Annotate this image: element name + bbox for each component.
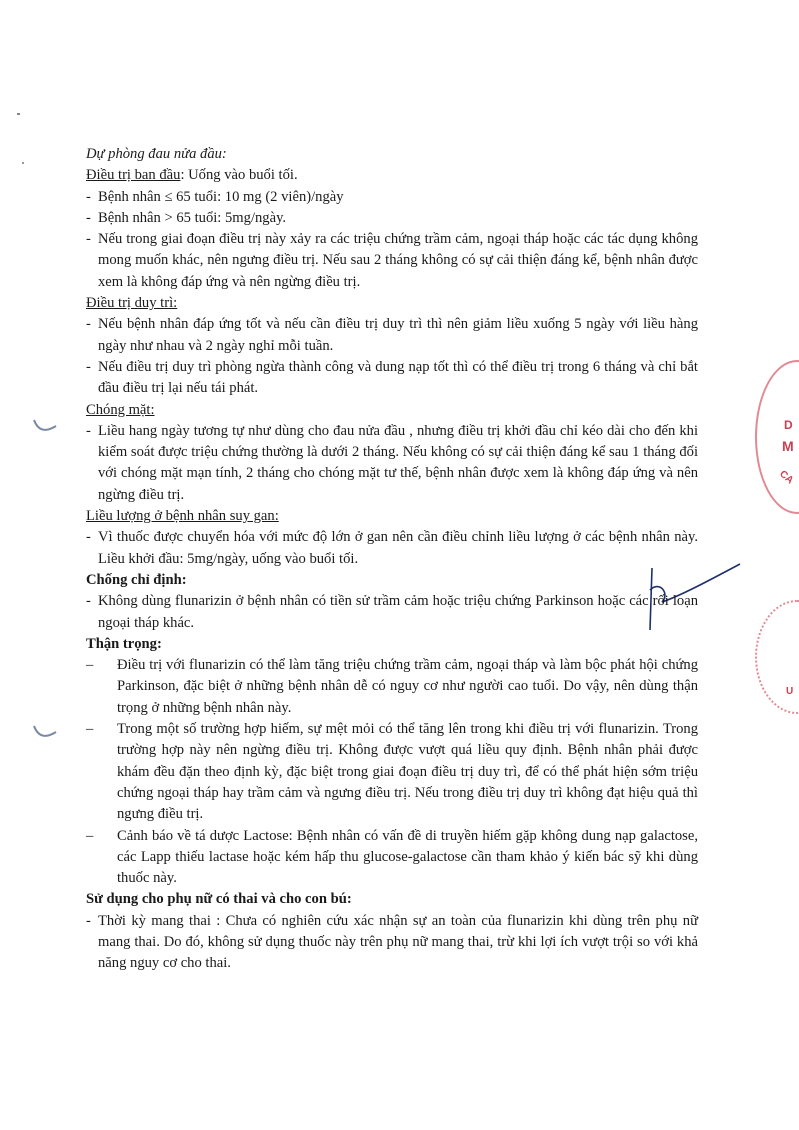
subheading: Liều lượng ở bệnh nhân suy gan: [86,508,279,525]
hole-punch-mark [32,722,58,744]
list-item: – Cảnh báo về tá dược Lactose: Bệnh nhân có vấn đề di truyền hiếm gặp không dung nạp galactose, các Lapp thiếu lactase hoặc kém hấp thu glucose-galactose cần tham khảo ý kiến bác sỹ khi dùng thuốc này. [86,827,698,887]
section-heading: Thận trọng: [86,635,162,652]
section-heading: Sử dụng cho phụ nữ có thai và cho con bú: [86,891,352,908]
subheading-text: : Uống vào buổi tối. [180,167,298,184]
subheading-line [86,165,698,186]
subheading: Điều trị ban đầu [86,167,181,184]
list-item: - Nếu điều trị duy trì phòng ngừa thành công và dung nạp tốt thì có thể điều trị trong 6 tháng và chỉ bắt đầu điều trị lại nếu tái phát. [86,358,698,397]
stamp-text: U [786,686,794,697]
scan-speck [22,162,24,164]
section-heading: Chống chỉ định: [86,571,187,588]
list-item: - Bệnh nhân > 65 tuổi: 5mg/ngày. [86,209,287,226]
list-item: - Không dùng flunarizin ở bệnh nhân có tiền sử trầm cảm hoặc triệu chứng Parkinson hoặc các rối loạn ngoại tháp khác. [86,593,698,631]
list-item: – Trong một số trường hợp hiếm, sự mệt mỏi có thể tăng lên trong khi điều trị với flunarizin. Trong trường hợp này nên ngừng điều trị. Không được vượt quá liều quy định. Bệnh nhân phải được khám đều đặn theo định kỳ, đặc biệt trong giai đoạn điều trị duy trì, để có thể phát hiện sớm triệu chứng ngoại tháp hay trầm cảm và ngưng điều trị. Nếu trong điều trị duy trì không đạt hiệu quả thì ngưng điều trị. [86,721,698,823]
stamp-text: M [782,438,794,454]
subheading: Điều trị duy trì: [86,295,178,312]
list-item: - Nếu trong giai đoạn điều trị này xảy ra các triệu chứng trầm cảm, ngoại tháp hoặc các tác dụng không mong muốn khác, nên ngưng điều trị. Nếu sau 2 tháng không có sự cải thiện đáng kể, bệnh nhân được xem là không đáp ứng và nên ngừng điều trị. [86,231,698,290]
stamp-text: CA [777,468,796,487]
section-heading: Dự phòng đau nửa đầu: [86,146,227,162]
list-item: - Bệnh nhân ≤ 65 tuổi: 10 mg (2 viên)/ngày [86,188,344,205]
list-item: - Nếu bệnh nhân đáp ứng tốt và nếu cần điều trị duy trì thì nên giảm liều xuống 5 ngày với liều hàng ngày như nhau và 2 ngày nghỉ mỗi tuần. [86,316,698,354]
subheading: Chóng mặt: [86,401,155,418]
hole-punch-mark [32,416,58,438]
scan-speck [17,113,20,115]
stamp-text: D [784,418,793,432]
document-body [86,144,698,975]
company-stamp [755,360,799,514]
list-item: - Vì thuốc được chuyển hóa với mức độ lớn ở gan nên cần điều chỉnh liều lượng ở các bệnh nhân này. Liều khởi đầu: 5mg/ngày, uống vào buổi tối. [86,529,698,567]
list-item: - Thời kỳ mang thai : Chưa có nghiên cứu xác nhận sự an toàn của flunarizin khi dùng trên phụ nữ mang thai. Do đó, không sử dụng thuốc này trên phụ nữ mang thai, trừ khi lợi ích vượt trội so với khả năng nguy cơ cho thai. [86,912,698,972]
list-item: – Điều trị với flunarizin có thể làm tăng triệu chứng trầm cảm, ngoại tháp và làm bộc phát hội chứng Parkinson, đặc biệt ở những bệnh nhân dễ có nguy cơ như người cao tuổi. Do vậy, nên dùng thận trọng ở những bệnh nhân này. [86,657,698,716]
list-item: - Liều hang ngày tương tự như dùng cho đau nửa đầu , nhưng điều trị khởi đầu chỉ kéo dài cho đến khi kiểm soát được triệu chứng thường là dưới 2 tháng. Nếu không có sự cải thiện đáng kể sau 1 tháng đối với chóng mặt mạn tính, 2 tháng cho chóng mặt tư thế, bệnh nhân được xem là không đáp ứng và nên ngừng điều trị. [86,422,698,503]
